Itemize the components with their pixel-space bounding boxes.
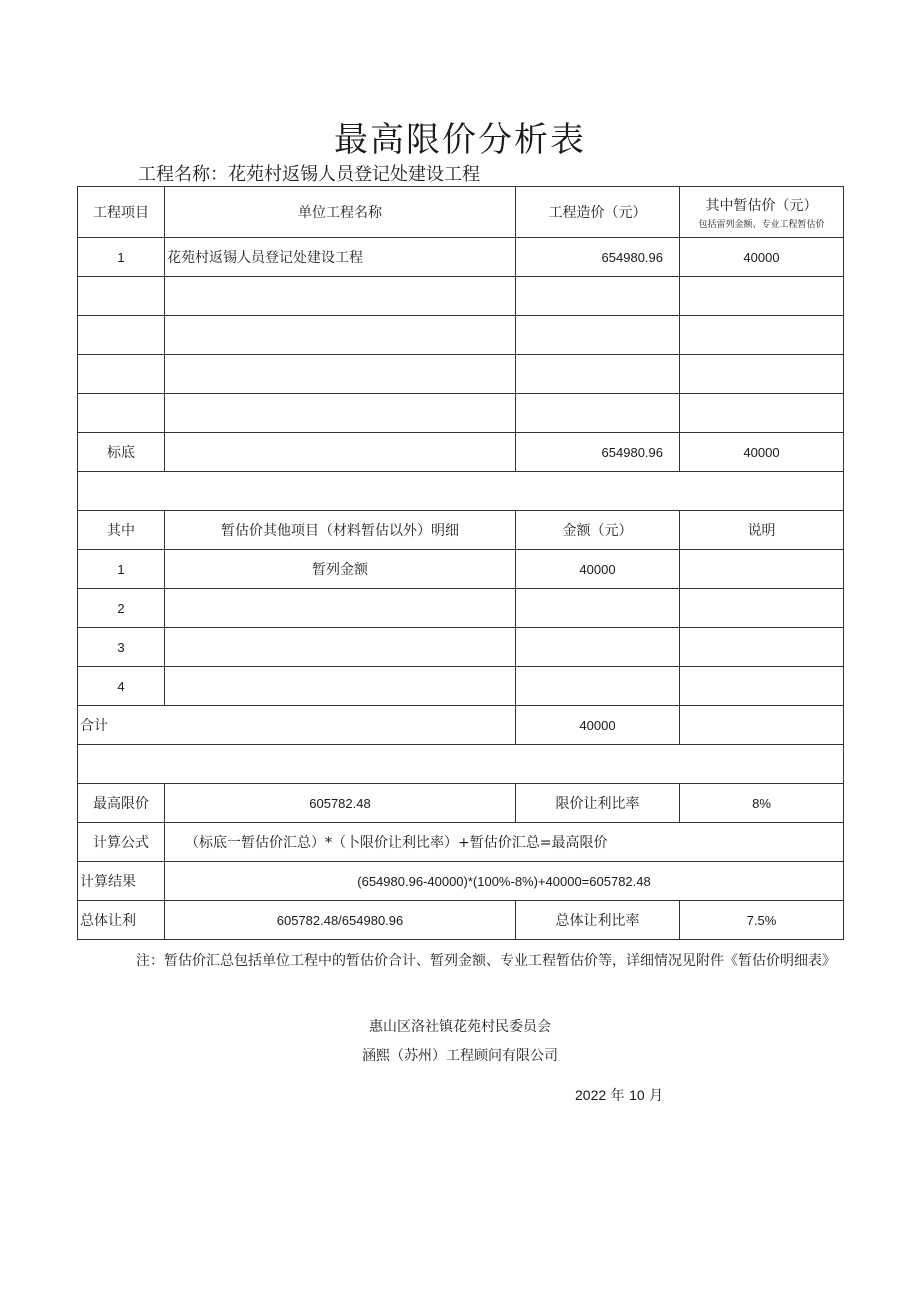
signer-consultant: 涵熙（苏州）工程顾问有限公司 <box>362 1048 558 1064</box>
document-date <box>575 1085 663 1105</box>
signer-village-committee: 惠山区洛社镇花苑村民委员会 <box>369 1019 551 1035</box>
date-year: 2022 <box>575 1087 607 1103</box>
max-price-label: 最高限价 <box>78 784 165 823</box>
row-name: 花苑村返锡人员登记处建设工程 <box>165 238 516 277</box>
table-row-empty <box>78 355 844 394</box>
overall-ratio-label: 总体让利比率 <box>516 901 680 940</box>
detail-name: 暂列金额 <box>165 550 516 589</box>
result-row <box>78 862 844 901</box>
total-label: 合计 <box>78 706 516 745</box>
header-provisional-label: 其中暂估价（元） <box>705 197 818 214</box>
header-provisional-sub: 包括雷列金额、专业工程暂估价 <box>698 219 825 230</box>
detail-header-row <box>78 511 844 550</box>
detail-row <box>78 667 844 706</box>
row-no: 1 <box>78 238 165 277</box>
max-price-value: 605782.48 <box>165 784 516 823</box>
detail-no: 3 <box>78 628 165 667</box>
detail-no: 4 <box>78 667 165 706</box>
date-year-char: 年 <box>610 1088 625 1104</box>
table-row-empty <box>78 394 844 433</box>
detail-no: 1 <box>78 550 165 589</box>
detail-amount <box>516 589 680 628</box>
header-unit-name: 单位工程名称 <box>165 187 516 238</box>
header-project-item: 工程项目 <box>78 187 165 238</box>
formula-value: （标底一暂估价汇总）*（卜限价让利比率）+暂估价汇总=最高限价 <box>165 823 844 862</box>
table-row-empty <box>78 316 844 355</box>
detail-no: 2 <box>78 589 165 628</box>
detail-name <box>165 628 516 667</box>
overall-value: 605782.48/654980.96 <box>165 901 516 940</box>
spacer-row <box>78 472 844 511</box>
total-row <box>78 706 844 745</box>
detail-row <box>78 589 844 628</box>
table-row-empty <box>78 277 844 316</box>
detail-amount <box>516 667 680 706</box>
date-month: 10 <box>629 1087 645 1103</box>
table-row <box>78 238 844 277</box>
header-provisional <box>680 187 844 238</box>
biaodi-label: 标底 <box>78 433 165 472</box>
detail-amount: 40000 <box>516 550 680 589</box>
overall-ratio: 7.5% <box>680 901 844 940</box>
row-provisional: 40000 <box>680 238 844 277</box>
detail-header-remark: 说明 <box>680 511 844 550</box>
max-price-ratio-label: 限价让利比率 <box>516 784 680 823</box>
detail-name <box>165 667 516 706</box>
max-price-ratio: 8% <box>680 784 844 823</box>
project-name: 工程名称：花苑村返锡人员登记处建设工程 <box>138 164 480 185</box>
detail-row <box>78 550 844 589</box>
formula-label: 计算公式 <box>78 823 165 862</box>
biaodi-provisional: 40000 <box>680 433 844 472</box>
detail-header-of-which: 其中 <box>78 511 165 550</box>
analysis-table <box>77 186 844 940</box>
footnote: 注：暂估价汇总包括单位工程中的暂估价合计、暂列金额、专业工程暂估价等，详细情况见附件《暂估价明细表》 <box>136 953 836 969</box>
detail-name <box>165 589 516 628</box>
detail-amount <box>516 628 680 667</box>
detail-header-items: 暂估价其他项目（材料暂估以外）明细 <box>165 511 516 550</box>
biaodi-row <box>78 433 844 472</box>
biaodi-cost: 654980.96 <box>516 433 680 472</box>
row-cost: 654980.96 <box>516 238 680 277</box>
formula-row <box>78 823 844 862</box>
overall-row <box>78 901 844 940</box>
spacer-row <box>78 745 844 784</box>
table-header-row <box>78 187 844 238</box>
max-price-row <box>78 784 844 823</box>
overall-label: 总体让利 <box>78 901 165 940</box>
total-amount: 40000 <box>516 706 680 745</box>
detail-row <box>78 628 844 667</box>
result-label: 计算结果 <box>78 862 165 901</box>
result-value: (654980.96-40000)*(100%-8%)+40000=605782.48 <box>165 862 844 901</box>
detail-header-amount: 金额（元） <box>516 511 680 550</box>
page-title: 最高限价分析表 <box>334 120 586 160</box>
header-cost: 工程造价（元） <box>516 187 680 238</box>
date-month-char: 月 <box>649 1088 664 1104</box>
